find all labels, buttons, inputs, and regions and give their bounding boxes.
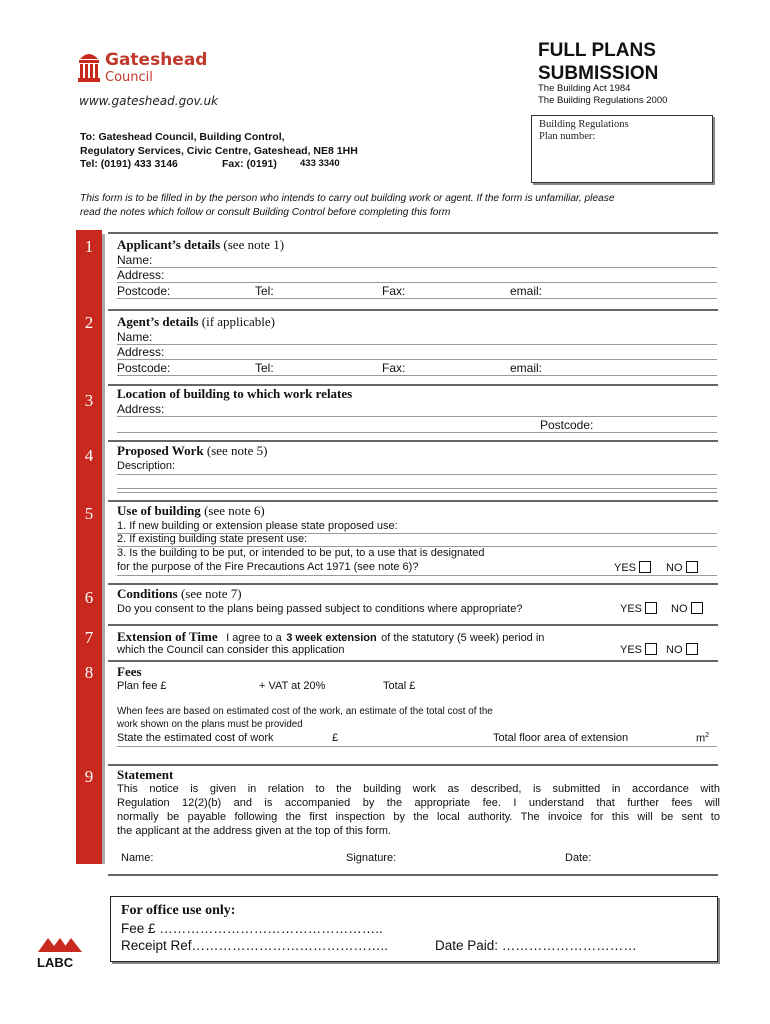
section-6-note: (see note 7) (180, 586, 242, 601)
agent-postcode-label: Postcode: (117, 361, 171, 375)
extension-yes-option (620, 643, 657, 656)
applicant-contact-line[interactable] (117, 298, 717, 299)
section-7-top-divider (108, 624, 718, 626)
agent-email-label: email: (510, 361, 543, 375)
estimated-cost-pound: £ (332, 732, 339, 744)
fees-note-line-1: When fees are based on estimated cost of the work, an estimate of the total cost of the (117, 706, 493, 717)
office-receipt-field[interactable]: Receipt Ref…………………………………….. (121, 938, 389, 953)
section-5-top-divider (108, 500, 718, 502)
signer-name-label: Name: (121, 852, 154, 864)
floor-area-label: Total floor area of extension (493, 732, 629, 744)
civic-building-icon (78, 50, 100, 82)
floor-area-unit (696, 732, 709, 745)
statement-line-1: This notice is given in relation to the building work as described, is submitted in accordance with (117, 783, 720, 795)
extension-text-a: I agree to a (226, 632, 282, 644)
extension-yes-label: YES (620, 644, 643, 656)
act-2000: The Building Regulations 2000 (538, 95, 668, 106)
use-question-2: 2. If existing building state present use: (117, 533, 308, 545)
signature-label: Signature: (346, 852, 397, 864)
agent-address-line[interactable] (117, 359, 717, 360)
conditions-no-label: NO (671, 603, 688, 615)
section-4-title (117, 443, 267, 459)
location-address-label: Address: (117, 402, 165, 416)
gateshead-logo (78, 50, 228, 112)
statement-line-4: the applicant at the address given at the top of this form. (117, 825, 391, 837)
signature-line[interactable] (108, 874, 718, 876)
floor-area-unit-sup: 2 (705, 732, 710, 739)
section-8-title: Fees (117, 664, 142, 679)
section-2-title (117, 314, 275, 330)
section-1-title-text: Applicant’s details (117, 237, 221, 252)
logo-url: www.gateshead.gov.uk (79, 94, 219, 108)
address-to-line1: To: Gateshead Council, Building Control, (80, 131, 285, 143)
total-fee-label: Total £ (383, 680, 416, 692)
location-address-line[interactable] (117, 416, 717, 417)
conditions-no-checkbox[interactable] (691, 602, 703, 614)
section-number-8: 8 (84, 663, 94, 682)
agent-tel-label: Tel: (255, 361, 274, 375)
applicant-fax-label: Fax: (382, 284, 406, 298)
conditions-yes-checkbox[interactable] (645, 602, 657, 614)
section-3-title: Location of building to which work relates (117, 386, 353, 401)
plan-number-box[interactable] (531, 115, 713, 183)
extension-no-label: NO (666, 644, 683, 656)
labc-mark-icon (37, 934, 83, 954)
office-use-box (110, 896, 718, 962)
intro-line-2: read the notes which follow or consult Building Control before completing this form (80, 207, 451, 218)
fire-no-label: NO (666, 562, 683, 574)
section-1-note: (see note 1) (223, 237, 285, 252)
applicant-address-line[interactable] (117, 282, 717, 283)
fire-yes-option (614, 561, 651, 574)
fire-no-option (666, 561, 698, 574)
form-title-line2: SUBMISSION (538, 63, 659, 84)
statement-line-2: Regulation 12(2)(b) and is accompanied by the appropriate fee. I understand that further fees will (117, 797, 720, 809)
fire-yes-label: YES (614, 562, 637, 574)
section-7-title: Extension of Time (117, 629, 218, 644)
tel-label: Tel: (0191) 433 3146 (80, 158, 178, 170)
office-date-paid-field[interactable]: Date Paid: ………………………… (435, 938, 637, 953)
fees-note-line-2: work shown on the plans must be provided (117, 719, 303, 730)
work-description-line-3[interactable] (117, 492, 717, 493)
section-5-title (117, 503, 265, 519)
extension-no-option (666, 643, 698, 656)
section-number-3: 3 (84, 391, 94, 410)
act-1984: The Building Act 1984 (538, 83, 631, 94)
section-5-title-text: Use of building (117, 503, 201, 518)
fire-no-checkbox[interactable] (686, 561, 698, 573)
section-number-7: 7 (84, 628, 94, 647)
signature-date-label: Date: (565, 852, 592, 864)
extension-no-checkbox[interactable] (686, 643, 698, 655)
extension-yes-checkbox[interactable] (645, 643, 657, 655)
plan-box-label-1: Building Regulations (539, 119, 629, 130)
office-use-title: For office use only: (121, 903, 236, 918)
section-2-top-divider (108, 309, 718, 311)
section-number-4: 4 (84, 446, 94, 465)
intro-line-1: This form is to be filled in by the person who intends to carry out building work or agent. If the form is unfamiliar, please (80, 193, 615, 204)
plan-fee-label: Plan fee £ (117, 680, 167, 692)
fax-label: Fax: (0191) (222, 158, 277, 170)
applicant-name-label: Name: (117, 253, 153, 267)
estimated-cost-line[interactable] (117, 746, 717, 747)
section-6-top-divider (108, 583, 718, 585)
extension-text-b: of the statutory (5 week) period in (381, 632, 545, 644)
section-2-note: (if applicable) (201, 314, 276, 329)
applicant-name-line[interactable] (117, 267, 717, 268)
extension-text-c: which the Council can consider this application (117, 644, 345, 656)
logo-name: Gateshead (105, 50, 208, 70)
agent-name-line[interactable] (117, 344, 717, 345)
applicant-postcode-label: Postcode: (117, 284, 171, 298)
floor-area-unit-m: m (696, 732, 706, 745)
agent-name-label: Name: (117, 330, 153, 344)
conditions-question: Do you consent to the plans being passed subject to conditions where appropriate? (117, 603, 523, 615)
statement-line-3: normally be payable following the first inspection by the local authority. The invoice for this will be sent to (117, 811, 720, 823)
extension-text-bold: 3 week extension (286, 632, 377, 644)
use-question-3a: 3. Is the building to be put, or intended to be put, to a use that is designated (117, 547, 485, 559)
plan-box-label-2: Plan number: (539, 131, 596, 142)
use-question-3b: for the purpose of the Fire Precautions Act 1971 (see note 6)? (117, 561, 419, 573)
section-1-title (117, 237, 284, 253)
section-number-9: 9 (84, 767, 94, 786)
section-9-top-divider (108, 764, 718, 766)
applicant-address-label: Address: (117, 268, 165, 282)
agent-address-label: Address: (117, 345, 165, 359)
estimated-cost-label: State the estimated cost of work (117, 732, 274, 744)
labc-logo (36, 934, 86, 974)
section-number-6: 6 (84, 588, 94, 607)
address-to-line2: Regulatory Services, Civic Centre, Gateshead, NE8 1HH (80, 145, 358, 157)
section-8-top-divider (108, 660, 718, 662)
section-6-title-text: Conditions (117, 586, 178, 601)
section-4-note: (see note 5) (206, 443, 268, 458)
section-number-5: 5 (84, 504, 94, 523)
work-description-line-2[interactable] (117, 488, 717, 489)
conditions-yes-option (620, 602, 657, 615)
section-5-note: (see note 6) (204, 503, 265, 518)
section-number-1: 1 (84, 237, 94, 256)
section-number-2: 2 (84, 313, 94, 332)
section-4-title-text: Proposed Work (117, 443, 204, 458)
location-postcode-label: Postcode: (540, 418, 594, 432)
agent-contact-line[interactable] (117, 375, 717, 376)
use-question-1: 1. If new building or extension please state proposed use: (117, 520, 398, 532)
fire-yes-checkbox[interactable] (639, 561, 651, 573)
section-1-top-divider (108, 232, 718, 234)
work-description-line-1[interactable] (117, 474, 717, 475)
section-9-title: Statement (117, 767, 174, 782)
section-4-top-divider (108, 440, 718, 442)
conditions-yes-label: YES (620, 603, 643, 615)
section-2-title-text: Agent’s details (117, 314, 199, 329)
labc-text: LABC (37, 955, 74, 970)
office-fee-field[interactable]: Fee £ ………………………………………….. (121, 921, 383, 936)
applicant-email-label: email: (510, 284, 543, 298)
section-6-title (117, 586, 242, 602)
fax-number: 433 3340 (300, 158, 340, 169)
conditions-no-option (671, 602, 703, 615)
work-description-label: Description: (117, 460, 176, 472)
location-postcode-line[interactable] (117, 432, 717, 433)
logo-sub: Council (105, 70, 153, 85)
use-answer-line-3 (117, 575, 717, 576)
applicant-tel-label: Tel: (255, 284, 274, 298)
vat-label: + VAT at 20% (259, 680, 326, 692)
form-title-line1: FULL PLANS (538, 40, 656, 61)
agent-fax-label: Fax: (382, 361, 406, 375)
